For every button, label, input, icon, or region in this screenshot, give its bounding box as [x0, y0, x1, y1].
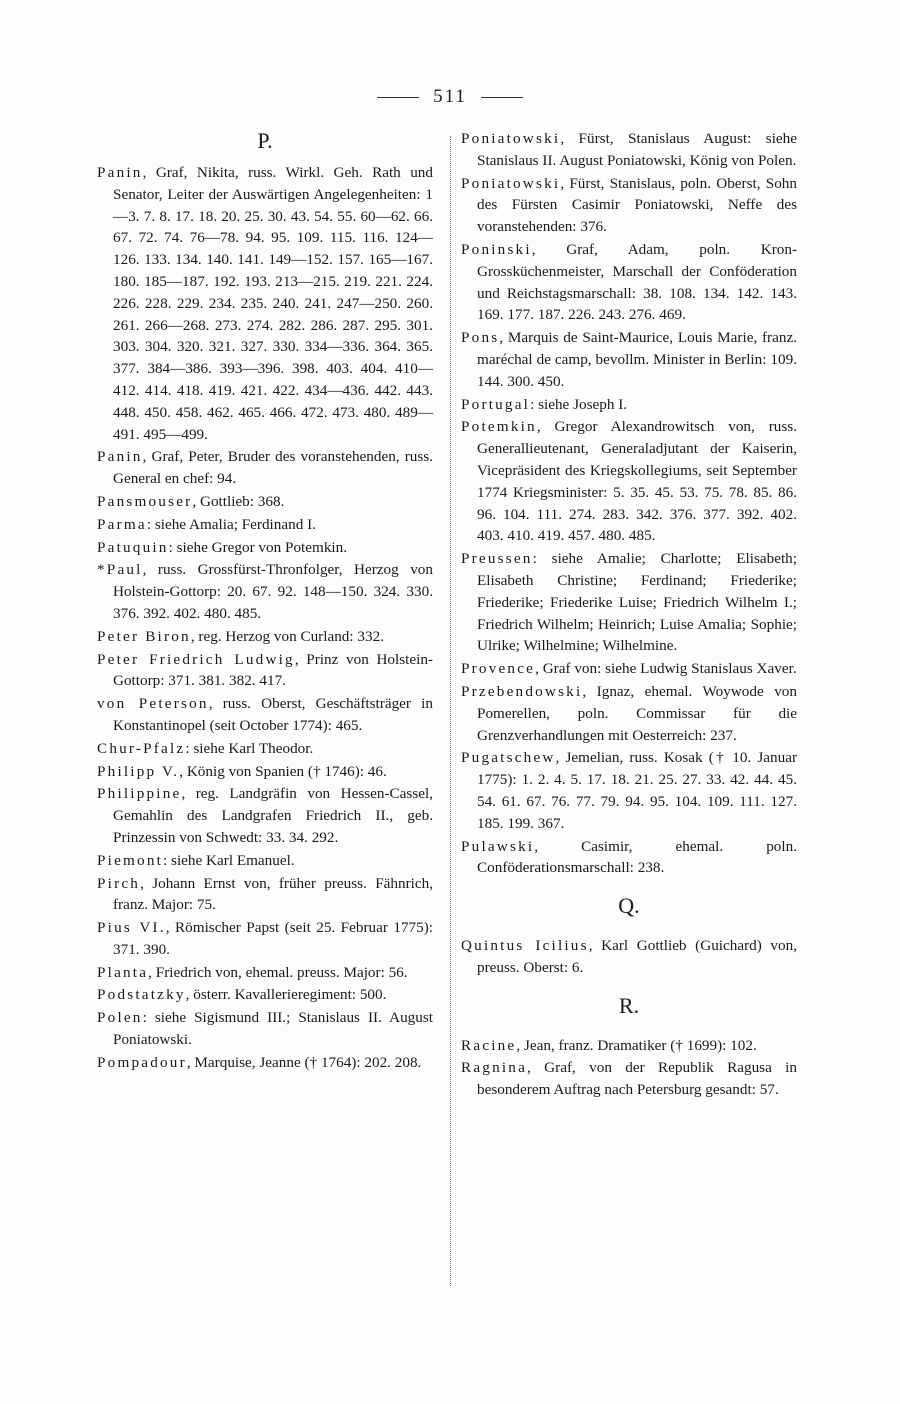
entry-headword: Poniatowski — [461, 130, 561, 147]
entry-headword: Racine — [461, 1036, 517, 1054]
entry-headword: Preussen — [461, 550, 533, 568]
entry-headword: Planta — [97, 963, 149, 981]
entry-text: , Jemelian, russ. Kosak († 10. Januar 1775): 1. 2. 4. 5. 17. 18. 21. 25. 27. 33. 42. 44. 45. 54. 61. 67. 76. 77. 79. 94. 95. 104. 109. 111. 127. 185. 199. 367. — [477, 749, 797, 832]
right-column — [461, 128, 797, 1102]
entry-headword: Philipp V. — [97, 762, 180, 780]
index-entry — [461, 548, 797, 657]
index-entry — [461, 681, 797, 746]
entry-text: , russ. Oberst, Geschäftsträger in Konstantinopel (seit October 1774): 465. — [113, 695, 433, 734]
entry-text: : siehe Amalia; Ferdinand I. — [146, 515, 316, 533]
index-entry — [461, 658, 797, 680]
entry-headword: Quintus Icilius — [461, 937, 589, 955]
entry-text: : siehe Gregor von Potemkin. — [168, 538, 348, 556]
entry-headword: Parma — [97, 515, 147, 533]
entry-headword: Pulawski — [461, 837, 535, 855]
index-entry — [97, 559, 433, 624]
entry-headword: Pons — [461, 329, 500, 347]
header-rule-left — [377, 97, 419, 98]
index-entry — [97, 514, 433, 536]
index-entry — [97, 626, 433, 648]
left-column — [97, 128, 433, 1075]
entry-headword: Provence — [461, 660, 536, 678]
right-entry-list-p — [461, 128, 797, 879]
entry-text: : siehe Sigismund III.; Stanislaus II. August Poniatowski. — [113, 1009, 433, 1049]
index-entry — [97, 761, 433, 783]
entry-text: : siehe Joseph I. — [530, 395, 628, 413]
index-entry — [97, 738, 433, 760]
entry-text: , Gregor Alexandrowitsch von, russ. Generallieutenant, Generaladjutant der Kaiserin, Vicepräsident des Kriegskollegiums, seit September 1774 Kriegsminister: 5. 35. 45. 53. 75. 78. 85. 86. 96. 104. 111. 274. 283. 342. 376. 377. 392. 402. 403. 410. 419. 457. 480. 485. — [477, 418, 797, 545]
entry-text: , Fürst, Stanislaus August: siehe Stanislaus II. August Poniatowski, König von Polen. — [477, 130, 797, 169]
index-entry — [461, 327, 797, 392]
entry-text: , Graf, von der Republik Ragusa in besonderem Auftrag nach Petersburg gesandt: 57. — [477, 1059, 797, 1099]
entry-headword: Pius VI. — [97, 919, 166, 937]
entry-headword: Pansmouser — [97, 492, 193, 510]
entry-text: , Ignaz, ehemal. Woywode von Pomerellen, poln. Commissar für die Grenzverhandlungen mit Oesterreich: 237. — [477, 682, 797, 744]
entry-text: , Graf, Peter, Bruder des voranstehenden, russ. General en chef: 94. — [113, 448, 433, 488]
left-entry-list — [97, 162, 433, 1074]
entry-headword: Panin — [97, 448, 143, 466]
entry-headword: Peter Friedrich Ludwig — [97, 650, 295, 668]
entry-headword: Portugal — [461, 395, 531, 413]
index-entry — [461, 128, 797, 172]
index-entry — [97, 446, 433, 490]
column-divider — [450, 136, 451, 1286]
entry-headword: Pugatschew — [461, 749, 556, 767]
entry-headword: Podstatzky — [97, 986, 186, 1004]
entry-text: : siehe Karl Theodor. — [185, 739, 314, 757]
page-header — [0, 86, 900, 108]
entry-text: : siehe Amalie; Charlotte; Elisabeth; Elisabeth Christine; Ferdinand; Friederike; Friederike; Friederike Luise; Friedrich Wilhelm I.; Friedrich Wilhelm; Heinrich; Luise Amalia; Sophie; Ulrike; Wilhelmine; Wilhelmine. — [477, 550, 797, 655]
index-entry — [97, 649, 433, 693]
header-rule-right — [481, 97, 523, 98]
index-entry — [97, 783, 433, 848]
index-entry — [97, 1007, 433, 1051]
entry-headword: Chur-Pfalz — [97, 739, 186, 757]
index-entry — [461, 747, 797, 834]
entry-text: , Johann Ernst von, früher preuss. Fähnrich, franz. Major: 75. — [113, 874, 433, 914]
entry-headword: Panin — [97, 164, 143, 181]
entry-headword: Poninski — [461, 240, 532, 258]
entry-headword: Potemkin — [461, 418, 537, 436]
entry-headword: Przebendowski — [461, 682, 583, 700]
entry-text: , Römischer Papst (seit 25. Februar 1775): 371. 390. — [113, 919, 433, 958]
section-letter-r: R. — [618, 992, 640, 1018]
index-entry — [97, 162, 433, 445]
entry-text: , Jean, franz. Dramatiker († 1699): 102. — [516, 1036, 757, 1054]
entry-headword: Polen — [97, 1009, 143, 1027]
entry-text: , reg. Landgräfin von Hessen-Cassel, Gemahlin des Landgrafen Friedrich II., geb. Prinzessin von Schwedt: 33. 34. 292. — [113, 785, 433, 846]
entry-headword: Patuquin — [97, 538, 169, 556]
entry-text: , Graf, Nikita, russ. Wirkl. Geh. Rath und Senator, Leiter der Auswärtigen Angelegenheiten: 1—3. 7. 8. 17. 18. 20. 25. 30. 43. 54. 55. 60—62. 66. 67. 72. 74. 76—78. 94. 95. 109. 115. 116. 124—126. 133. 134. 140. 141. 149—152. 157. 165—167. 180. 185—187. 192. 193. 213—215. 219. 221. 224. 226. 228. 229. 234. 235. 240. 241. 247—250. 260. 261. 266—268. 273. 274. 282. 286. 287. 295. 301. 303. 304. 320. 321. 327. 330. 334—336. 364. 365. 377. 384—386. 393—396. 398. 403. 404. 410—412. 414. 418. 419. 421. 422. 434—436. 442. 443. 448. 450. 458. 462. 465. 466. 472. 473. 480. 489—491. 495—499. — [113, 164, 433, 443]
index-entry — [97, 693, 433, 737]
entry-text: , Marquis de Saint-Maurice, Louis Marie, franz. maréchal de camp, bevollm. Minister in Berlin: 109. 144. 300. 450. — [477, 329, 797, 390]
index-entry — [97, 984, 433, 1006]
index-entry — [97, 917, 433, 961]
entry-text: , Prinz von Holstein-Gottorp: 371. 381. 382. 417. — [113, 650, 433, 690]
entry-text: , Karl Gottlieb (Guichard) von, preuss. Oberst: 6. — [477, 937, 797, 976]
index-entry — [461, 416, 797, 547]
entry-text: , Gottlieb: 368. — [192, 492, 285, 510]
right-entry-list-r — [461, 1035, 797, 1101]
index-entry — [461, 239, 797, 326]
entry-text: : siehe Karl Emanuel. — [163, 851, 295, 869]
entry-text: , österr. Kavallerieregiment: 500. — [185, 986, 387, 1004]
index-entry — [461, 1057, 797, 1101]
entry-text: , reg. Herzog von Curland: 332. — [190, 627, 384, 645]
right-entry-list-q — [461, 935, 797, 979]
index-entry — [97, 850, 433, 872]
index-entry — [461, 394, 797, 416]
entry-headword: *Paul — [97, 561, 143, 579]
entry-headword: Poniatowski — [461, 174, 561, 192]
entry-text: , Graf von: siehe Ludwig Stanislaus Xaver. — [535, 660, 797, 678]
entry-text: , Graf, Adam, poln. Kron-Grossküchenmeister, Marschall der Conföderation und Reichstagsmarschall: 38. 108. 134. 142. 143. 169. 177. 187. 226. 243. 276. 469. — [477, 240, 797, 324]
entry-text: , Fürst, Stanislaus, poln. Oberst, Sohn des Fürsten Casimir Poniatowski, Neffe des voranstehenden: 376. — [477, 174, 797, 236]
entry-headword: Pirch — [97, 874, 141, 892]
index-entry — [97, 537, 433, 559]
entry-headword: Pompadour — [97, 1053, 187, 1071]
section-letter-q: Q. — [618, 893, 640, 919]
entry-text: , König von Spanien († 1746): 46. — [179, 762, 387, 780]
entry-text: , russ. Grossfürst-Thronfolger, Herzog von Holstein-Gottorp: 20. 67. 92. 148—150. 324. 330. 376. 392. 402. 480. 485. — [113, 561, 433, 622]
section-letter-p: P. — [257, 128, 273, 153]
index-entry — [97, 491, 433, 513]
index-entry — [97, 873, 433, 917]
entry-text: , Friedrich von, ehemal. preuss. Major: 56. — [148, 963, 408, 981]
index-entry — [97, 1052, 433, 1074]
entry-headword: Philippine — [97, 785, 182, 803]
entry-headword: Piemont — [97, 851, 164, 869]
entry-headword: Ragnina — [461, 1059, 528, 1077]
index-entry — [461, 1035, 797, 1057]
index-entry — [461, 836, 797, 880]
entry-text: , Casimir, ehemal. poln. Conföderationsmarschall: 238. — [477, 837, 797, 877]
entry-headword: Peter Biron — [97, 627, 191, 645]
entry-text: , Marquise, Jeanne († 1764): 202. 208. — [186, 1053, 422, 1071]
page-number: 511 — [433, 86, 467, 107]
index-entry — [461, 173, 797, 238]
index-entry — [97, 962, 433, 984]
index-entry — [461, 935, 797, 979]
entry-headword: von Peterson — [97, 695, 209, 713]
